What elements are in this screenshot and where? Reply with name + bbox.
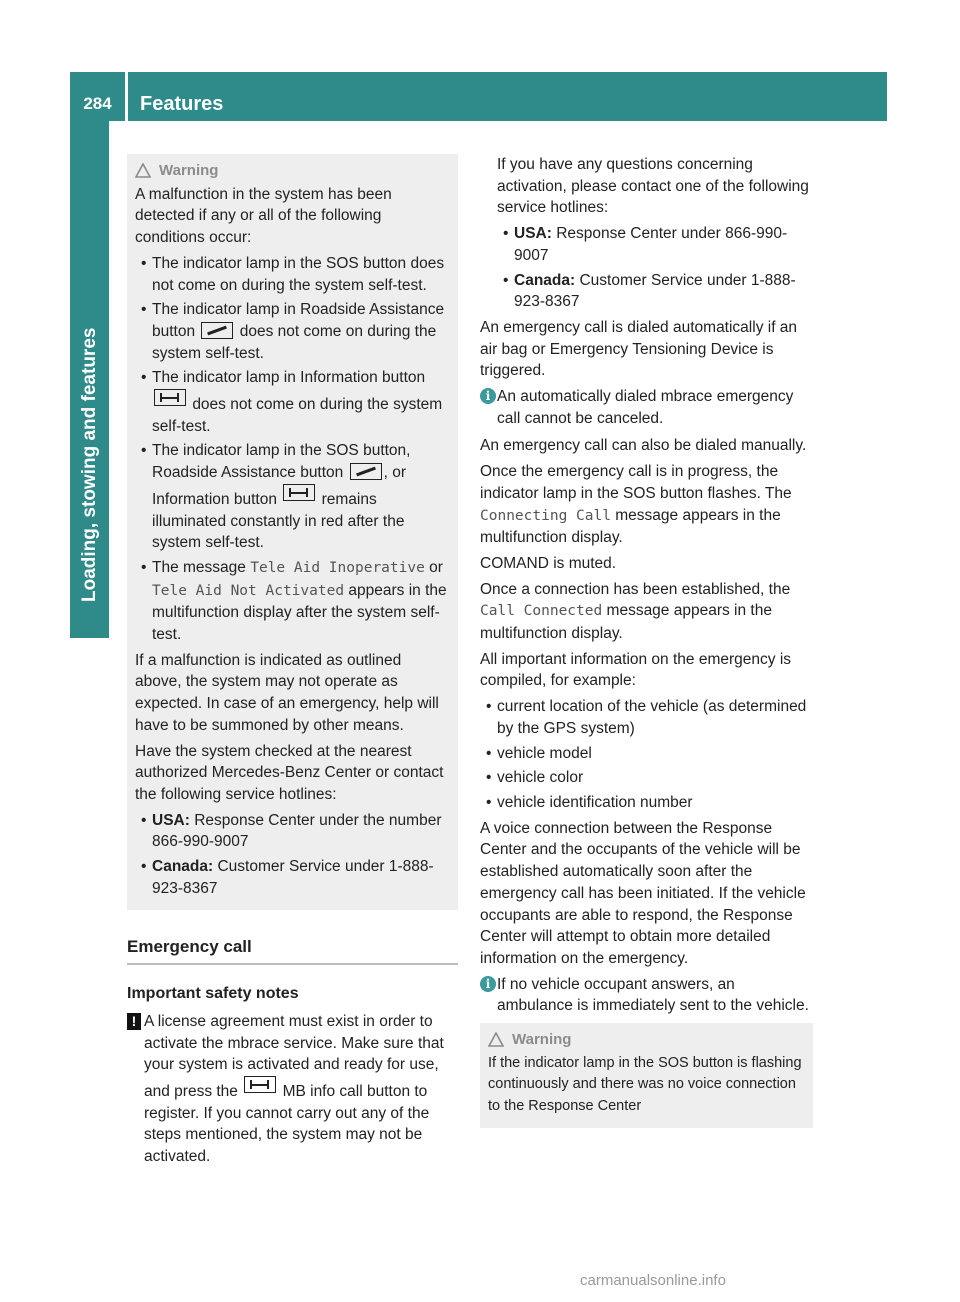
list-item bbox=[135, 253, 450, 296]
page-number: 284 bbox=[83, 94, 112, 113]
paragraph: An emergency call can also be dialed manually. bbox=[480, 437, 807, 455]
right-column bbox=[480, 154, 813, 1128]
list-item-text: The indicator lamp in Roadside Assistance button bbox=[152, 301, 445, 340]
page-header bbox=[70, 72, 887, 121]
list-item bbox=[497, 223, 813, 266]
left-column bbox=[127, 154, 458, 1174]
display-message: Connecting Call bbox=[480, 507, 611, 524]
warning-triangle-icon bbox=[488, 1032, 504, 1047]
info-note bbox=[480, 974, 813, 1017]
exclamation-icon: ! bbox=[127, 1013, 141, 1030]
hotline-text: Customer Service under 1-888-923-8367 bbox=[152, 858, 434, 897]
info-text: An automatically dialed mbrace emergency call cannot be canceled. bbox=[497, 388, 794, 427]
list-item-text: The indicator lamp in the SOS button, Roadside Assistance button bbox=[152, 442, 411, 482]
hotline-text: Customer Service under 1-888-923-8367 bbox=[514, 271, 796, 311]
subsection-title: Important safety notes bbox=[127, 985, 299, 1003]
hotline-list bbox=[135, 810, 450, 900]
list-item-text: The message bbox=[152, 558, 246, 576]
list-item-text: does not come on during the system self-test. bbox=[152, 396, 443, 435]
list-item-text: or bbox=[429, 558, 443, 576]
list-item-text: The indicator lamp in the SOS button does not come on during the system self-test. bbox=[152, 254, 445, 294]
watermark: carmanualsonline.info bbox=[580, 1272, 726, 1289]
information-button-icon bbox=[283, 484, 315, 501]
list-item-text: The indicator lamp in Information button bbox=[152, 369, 426, 387]
warning-triangle-icon bbox=[135, 163, 151, 178]
warning-box bbox=[127, 154, 458, 910]
info-list bbox=[480, 696, 813, 814]
paragraph: An emergency call is dialed automatically if an air bag or Emergency Tensioning Device is triggered. bbox=[480, 318, 798, 380]
list-item-text: remains illuminated constantly in red after the system self-test. bbox=[152, 490, 405, 552]
info-icon: i bbox=[480, 388, 496, 404]
list-item: • vehicle color bbox=[480, 767, 813, 789]
paragraph-text: Once the emergency call is in progress, the indicator lamp in the SOS button flashes. The bbox=[480, 463, 792, 502]
hotline-country: USA: bbox=[152, 811, 190, 829]
list-item-text: , or Information button bbox=[152, 464, 407, 508]
list-item-text: appears in the multifunction display after the system self-test. bbox=[152, 581, 447, 644]
paragraph: COMAND is muted. bbox=[480, 554, 617, 572]
hotline-country: Canada: bbox=[514, 271, 576, 289]
warning-header bbox=[488, 1029, 805, 1051]
list-item bbox=[135, 810, 450, 853]
display-message: Call Connected bbox=[480, 603, 603, 620]
hotline-country: USA: bbox=[514, 225, 552, 243]
paragraph-text: message appears in the multifunction display. bbox=[480, 506, 781, 547]
hotline-country: Canada: bbox=[152, 858, 214, 876]
condition-list bbox=[135, 253, 450, 646]
paragraph-text: message appears in the multifunction display. bbox=[480, 602, 772, 643]
roadside-assistance-icon bbox=[201, 322, 233, 339]
paragraph bbox=[480, 579, 813, 645]
note-text: A license agreement must exist in order to activate the mbrace service. Make sure that your system is activated and ready for use, and press the bbox=[144, 1012, 444, 1101]
paragraph: All important information on the emergency is compiled, for example: bbox=[480, 650, 792, 690]
hotline-text: Response Center under 866-990-9007 bbox=[514, 225, 788, 264]
warning-box bbox=[480, 1023, 813, 1128]
list-item: • vehicle identification number bbox=[480, 792, 813, 814]
list-item bbox=[135, 440, 450, 554]
warning-intro: A malfunction in the system has been detected if any or all of the following conditions occur: bbox=[135, 185, 392, 247]
warning-text: If the indicator lamp in the SOS button is flashing continuously and there was no voice connection to the Response Center bbox=[488, 1054, 802, 1115]
information-button-icon bbox=[244, 1076, 276, 1093]
note-text: MB info call button to register. If you cannot carry out any of the steps mentioned, the system may not be activated. bbox=[144, 1083, 430, 1166]
note bbox=[127, 1011, 458, 1168]
list-item: • vehicle model bbox=[480, 743, 813, 765]
warning-paragraph: Have the system checked at the nearest authorized Mercedes-Benz Center or contact the following service hotlines: bbox=[135, 742, 444, 803]
list-item bbox=[135, 299, 450, 364]
information-button-icon bbox=[154, 389, 186, 406]
chapter-tab-label: Loading, stowing and features bbox=[79, 327, 100, 602]
section-title: Emergency call bbox=[127, 936, 458, 966]
paragraph bbox=[480, 461, 813, 549]
info-icon: i bbox=[480, 976, 496, 992]
hotline-list bbox=[480, 223, 813, 313]
list-item bbox=[135, 856, 450, 899]
display-message: Tele Aid Not Activated bbox=[152, 582, 345, 599]
warning-paragraph: If a malfunction is indicated as outlined above, the system may not operate as expected. In case of an emergency, help will have to be summoned by other means. bbox=[135, 651, 439, 734]
page-title: Features bbox=[140, 93, 224, 115]
list-item: • current location of the vehicle (as determined by the GPS system) bbox=[480, 696, 813, 739]
list-item-text: does not come on during the system self-test. bbox=[152, 322, 437, 362]
list-item bbox=[135, 367, 450, 437]
header-divider bbox=[125, 72, 128, 121]
warning-label: Warning bbox=[159, 162, 219, 179]
hotline-text: Response Center under the number 866-990-9007 bbox=[152, 811, 442, 851]
paragraph: If you have any questions concerning activation, please contact one of the following service hotlines: bbox=[497, 156, 809, 217]
info-note bbox=[480, 386, 813, 429]
list-item bbox=[135, 557, 450, 646]
paragraph: A voice connection between the Response Center and the occupants of the vehicle will be established automatically soon after the emergency call has been initiated. If the vehicle occupants are able to respond, the Response Center will attempt to obtain more detailed information on the emergency. bbox=[480, 819, 806, 967]
info-text: If no vehicle occupant answers, an ambulance is immediately sent to the vehicle. bbox=[497, 975, 809, 1015]
list-item bbox=[497, 270, 813, 313]
warning-header bbox=[135, 160, 450, 182]
display-message: Tele Aid Inoperative bbox=[250, 559, 425, 576]
warning-label: Warning bbox=[512, 1031, 572, 1049]
roadside-assistance-icon bbox=[350, 463, 382, 480]
paragraph-text: Once a connection has been established, the bbox=[480, 580, 791, 598]
